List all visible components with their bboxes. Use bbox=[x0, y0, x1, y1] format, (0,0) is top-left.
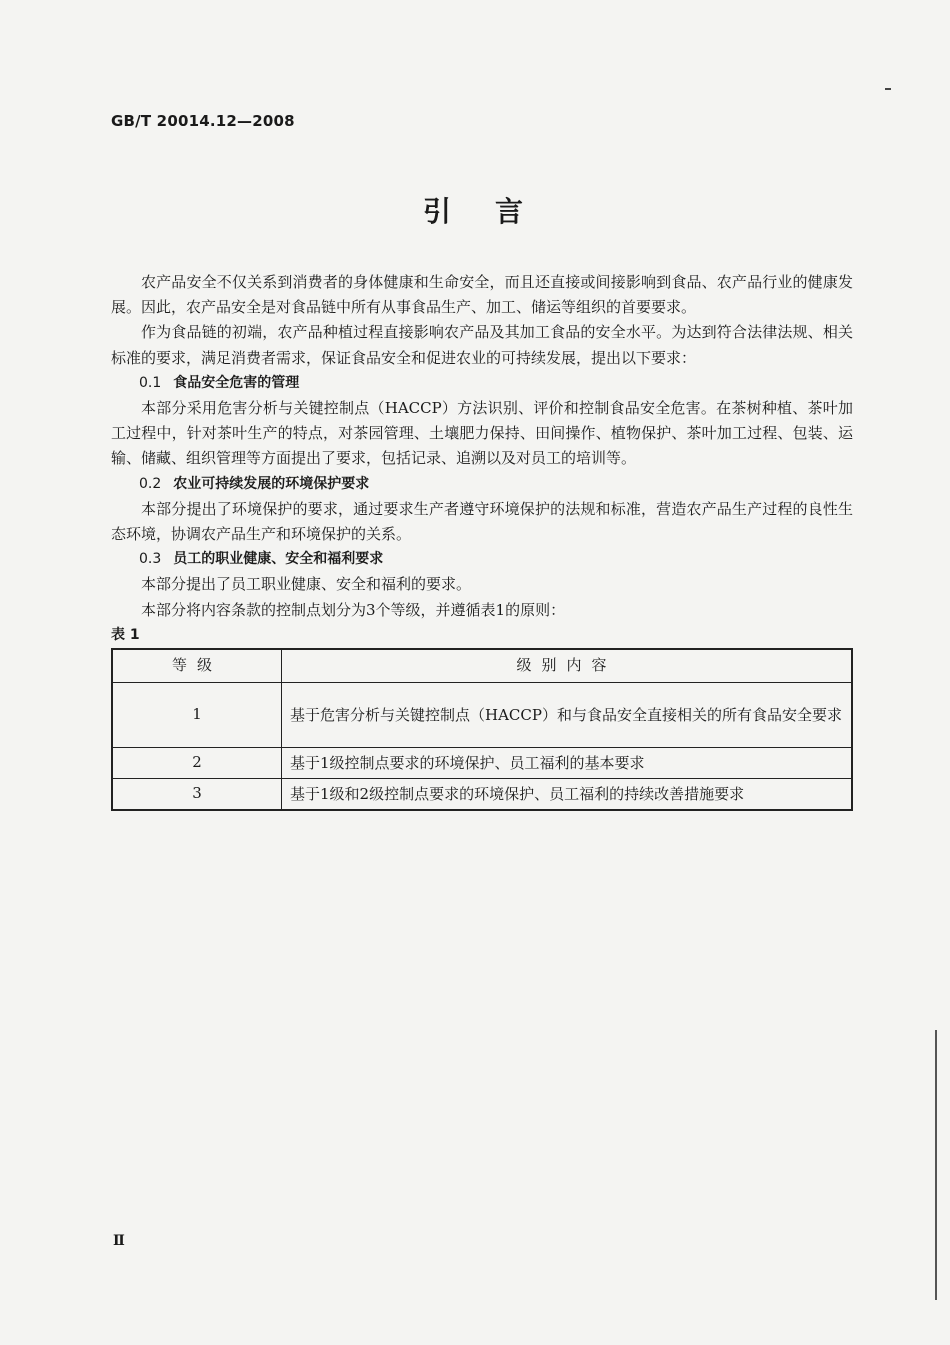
intro-paragraph-2: 作为食品链的初端，农产品种植过程直接影响农产品及其加工食品的安全水平。为达到符合法律法规、相关标准的要求，满足消费者需求，保证食品安全和促进农业的可持续发展，提出以下要求： bbox=[111, 323, 853, 367]
table-cell-content: 基于1级和2级控制点要求的环境保护、员工福利的持续改善措施要求 bbox=[282, 779, 853, 811]
section-number: 0.2 bbox=[139, 475, 162, 492]
section-number: 0.1 bbox=[139, 374, 162, 391]
page-title: 引言 bbox=[422, 195, 567, 228]
scan-mark bbox=[885, 88, 891, 90]
section-heading-0-1 bbox=[111, 371, 853, 396]
standard-number: GB/T 20014.12—2008 bbox=[111, 112, 295, 130]
scan-edge-line bbox=[935, 1030, 937, 1300]
section-text-0-2: 本部分提出了环境保护的要求，通过要求生产者遵守环境保护的法规和标准，营造农产品生产过程的良性生态环境，协调农产品生产和环境保护的关系。 bbox=[111, 499, 853, 544]
closing-paragraph: 本部分将内容条款的控制点划分为3个等级，并遵循表1的原则： bbox=[141, 600, 566, 619]
section-title: 农业可持续发展的环境保护要求 bbox=[173, 475, 370, 492]
table-header-row bbox=[112, 649, 852, 683]
table-row bbox=[112, 748, 852, 779]
table-cell-content: 基于1级控制点要求的环境保护、员工福利的基本要求 bbox=[282, 748, 853, 779]
table-row bbox=[112, 683, 852, 748]
table-header-level: 等级 bbox=[112, 649, 282, 683]
table-header-content: 级别内容 bbox=[282, 649, 853, 683]
section-number: 0.3 bbox=[139, 551, 162, 568]
section-text-0-3: 本部分提出了员工职业健康、安全和福利的要求。 bbox=[141, 575, 472, 594]
table-cell-level: 2 bbox=[112, 748, 282, 779]
table-caption: 表 1 bbox=[111, 626, 140, 643]
table-cell-content: 基于危害分析与关键控制点（HACCP）和与食品安全直接相关的所有食品安全要求 bbox=[282, 683, 853, 748]
document-body bbox=[111, 270, 853, 811]
section-heading-0-3 bbox=[111, 547, 853, 572]
section-text-0-1: 本部分采用危害分析与关键控制点（HACCP）方法识别、评价和控制食品安全危害。在茶树种植、茶叶加工过程中，针对茶叶生产的特点，对茶园管理、土壤肥力保持、田间操作、植物保护、茶叶加工过程、包装、运输、储藏、组织管理等方面提出了要求，包括记录、追溯以及对员工的培训等。 bbox=[111, 399, 853, 468]
page-number: Ⅱ bbox=[113, 1233, 125, 1249]
section-title: 员工的职业健康、安全和福利要求 bbox=[173, 551, 384, 568]
control-level-table bbox=[111, 648, 853, 811]
table-cell-level: 1 bbox=[112, 683, 282, 748]
section-heading-0-2 bbox=[111, 472, 853, 497]
table-cell-level: 3 bbox=[112, 779, 282, 811]
table-row bbox=[112, 779, 852, 811]
section-title: 食品安全危害的管理 bbox=[173, 374, 300, 391]
intro-paragraph-1: 农产品安全不仅关系到消费者的身体健康和生命安全，而且还直接或间接影响到食品、农产品行业的健康发展。因此，农产品安全是对食品链中所有从事食品生产、加工、储运等组织的首要要求。 bbox=[111, 273, 853, 317]
